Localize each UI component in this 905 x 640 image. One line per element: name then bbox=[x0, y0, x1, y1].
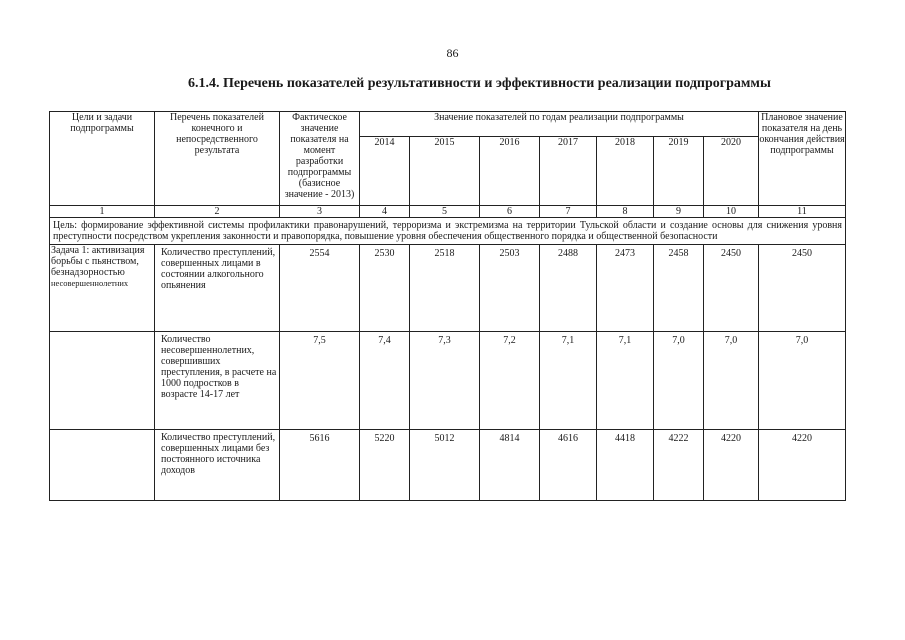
header-year: 2017 bbox=[540, 137, 597, 206]
header-row-1 bbox=[50, 112, 846, 137]
base-value: 2554 bbox=[280, 245, 360, 332]
header-plan-value: Плановое значение показателя на день окончания действия подпрограммы bbox=[759, 112, 846, 206]
year-value: 4418 bbox=[597, 430, 654, 501]
task-cell-empty bbox=[50, 430, 155, 501]
year-value: 7,0 bbox=[704, 332, 759, 430]
year-value: 2488 bbox=[540, 245, 597, 332]
header-goals-tasks: Цели и задачи подпрограммы bbox=[50, 112, 155, 206]
column-number: 4 bbox=[360, 206, 410, 218]
header-year: 2016 bbox=[480, 137, 540, 206]
plan-value: 7,0 bbox=[759, 332, 846, 430]
table-row bbox=[50, 245, 846, 332]
header-year: 2014 bbox=[360, 137, 410, 206]
year-value: 7,2 bbox=[480, 332, 540, 430]
base-value: 7,5 bbox=[280, 332, 360, 430]
year-value: 7,3 bbox=[410, 332, 480, 430]
indicator-name: Количество преступлений, совершенных лицами без постоянного источника доходов bbox=[155, 430, 280, 501]
column-number: 10 bbox=[704, 206, 759, 218]
table-row bbox=[50, 332, 846, 430]
year-value: 7,1 bbox=[597, 332, 654, 430]
header-base-value: Фактическое значение показателя на момент разработки подпрограммы (базисное значение - 2013) bbox=[280, 112, 360, 206]
year-value: 2530 bbox=[360, 245, 410, 332]
column-number: 1 bbox=[50, 206, 155, 218]
task-text: Задача 1: активизация борьбы с пьянством, безнадзорностью bbox=[51, 245, 145, 278]
header-year: 2018 bbox=[597, 137, 654, 206]
year-value: 2450 bbox=[704, 245, 759, 332]
goal-row bbox=[50, 218, 846, 245]
document-title: 6.1.4. Перечень показателей результативности и эффективности реализации подпрограммы bbox=[188, 76, 771, 91]
year-value: 7,0 bbox=[654, 332, 704, 430]
header-year: 2015 bbox=[410, 137, 480, 206]
indicator-name: Количество преступлений, совершенных лицами в состоянии алкогольного опьянения bbox=[155, 245, 280, 332]
task-text-small: несовершеннолетних bbox=[51, 278, 129, 288]
header-year: 2019 bbox=[654, 137, 704, 206]
column-numbers-row bbox=[50, 206, 846, 218]
column-number: 8 bbox=[597, 206, 654, 218]
page-number: 86 bbox=[446, 46, 459, 60]
column-number: 5 bbox=[410, 206, 480, 218]
year-value: 5012 bbox=[410, 430, 480, 501]
task-cell-empty bbox=[50, 332, 155, 430]
year-value: 2518 bbox=[410, 245, 480, 332]
year-value: 7,1 bbox=[540, 332, 597, 430]
column-number: 11 bbox=[759, 206, 846, 218]
column-number: 7 bbox=[540, 206, 597, 218]
task-cell bbox=[50, 245, 155, 332]
column-number: 9 bbox=[654, 206, 704, 218]
plan-value: 4220 bbox=[759, 430, 846, 501]
column-number: 3 bbox=[280, 206, 360, 218]
indicator-name: Количество несовершеннолетних, совершивших преступления, в расчете на 1000 подростков в возрасте 14-17 лет bbox=[155, 332, 280, 430]
year-value: 2458 bbox=[654, 245, 704, 332]
column-number: 6 bbox=[480, 206, 540, 218]
year-value: 4814 bbox=[480, 430, 540, 501]
goal-text: Цель: формирование эффективной системы профилактики правонарушений, терроризма и экстремизма на территории Тульской области и создание основы для снижения уровня преступности посредством укрепления законности и правопорядка, повышение уровня обеспечения общественного порядка и общественной безопасности bbox=[50, 218, 846, 245]
year-value: 4616 bbox=[540, 430, 597, 501]
year-value: 2503 bbox=[480, 245, 540, 332]
plan-value: 2450 bbox=[759, 245, 846, 332]
year-value: 2473 bbox=[597, 245, 654, 332]
year-value: 4222 bbox=[654, 430, 704, 501]
header-years-group: Значение показателей по годам реализации подпрограммы bbox=[360, 112, 759, 137]
base-value: 5616 bbox=[280, 430, 360, 501]
table-row bbox=[50, 430, 846, 501]
year-value: 5220 bbox=[360, 430, 410, 501]
header-year: 2020 bbox=[704, 137, 759, 206]
column-number: 2 bbox=[155, 206, 280, 218]
year-value: 7,4 bbox=[360, 332, 410, 430]
indicators-table bbox=[49, 111, 846, 501]
header-indicators-list: Перечень показателей конечного и непосредственного результата bbox=[155, 112, 280, 206]
year-value: 4220 bbox=[704, 430, 759, 501]
